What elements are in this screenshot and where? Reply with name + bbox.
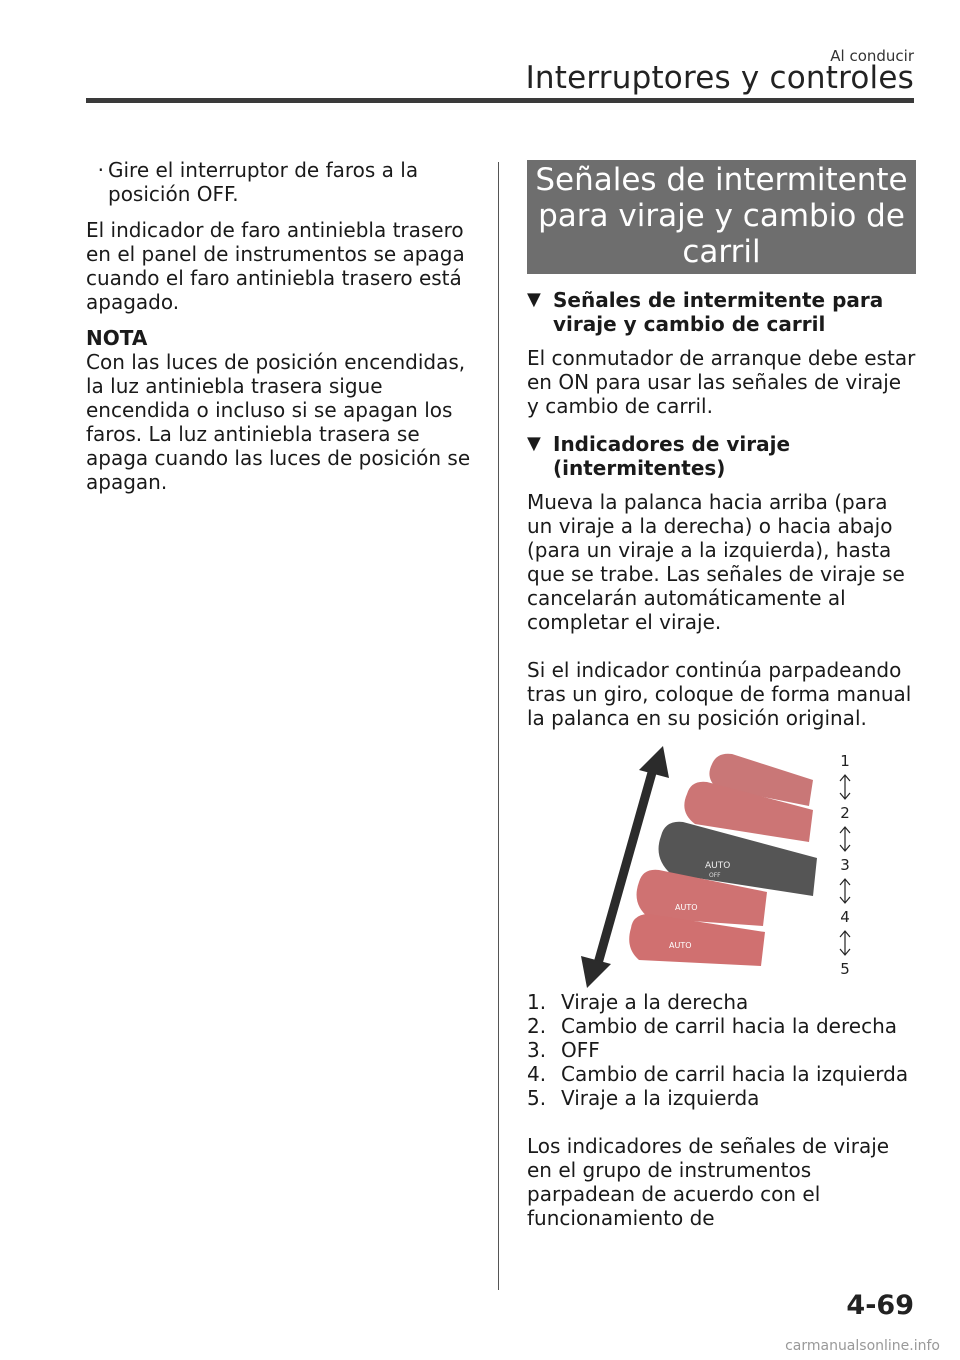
paragraph: El indicador de faro antiniebla trasero en el panel de instrumentos se apaga cuando el faro antiniebla trasero está apagado.	[86, 218, 465, 314]
list-item-text: Viraje a la derecha	[561, 990, 749, 1014]
triangle-icon: ▼	[527, 289, 541, 310]
list-item	[527, 1014, 917, 1038]
list-item-number: 4.	[527, 1062, 547, 1086]
left-column	[86, 158, 478, 494]
bullet-item	[86, 158, 478, 206]
header-title: Interruptores y controles	[525, 60, 914, 96]
position-label-2: 2	[840, 804, 850, 822]
list-item-number: 3.	[527, 1038, 547, 1062]
updown-arrow-icon	[840, 931, 850, 955]
subheading-2-text: Indicadores de viraje (intermitentes)	[553, 432, 791, 480]
position-list	[527, 990, 917, 1110]
list-item-text: Cambio de carril hacia la izquierda	[561, 1062, 909, 1086]
list-item	[527, 990, 917, 1014]
list-item-number: 1.	[527, 990, 547, 1014]
lever-auto-label: AUTO	[675, 903, 698, 912]
list-item-text: Viraje a la izquierda	[561, 1086, 760, 1110]
section-title: Señales de intermitente para viraje y cambio de carril	[527, 160, 916, 274]
triangle-icon: ▼	[527, 433, 541, 454]
updown-arrow-icon	[840, 879, 850, 903]
subheading-1	[527, 288, 917, 336]
header-section: Al conducir	[830, 47, 914, 65]
right-column	[527, 160, 917, 1230]
list-item-number: 5.	[527, 1086, 547, 1110]
list-item-number: 2.	[527, 1014, 547, 1038]
column-divider	[498, 162, 499, 1290]
list-item-text: Cambio de carril hacia la derecha	[561, 1014, 898, 1038]
note-label: NOTA	[86, 326, 148, 350]
lever-auto-label: AUTO	[705, 861, 731, 871]
position-label-3: 3	[840, 856, 850, 874]
position-label-1: 1	[840, 752, 850, 770]
footer-watermark: carmanualsonline.info	[785, 1338, 940, 1354]
lever-off-label: OFF	[709, 872, 721, 879]
body-3: Si el indicador continúa parpadeando tras un giro, coloque de forma manual la palanca en su posición original.	[527, 658, 912, 730]
bullet-text: Gire el interruptor de faros a la posición OFF.	[108, 158, 419, 206]
list-item	[527, 1062, 917, 1086]
position-label-5: 5	[840, 960, 850, 978]
updown-arrow-icon	[840, 827, 850, 851]
page-number: 4-69	[846, 1290, 914, 1321]
lever-auto-label: AUTO	[669, 941, 692, 950]
list-item-text: OFF	[561, 1038, 600, 1062]
turn-signal-figure	[527, 746, 917, 988]
subheading-2	[527, 432, 917, 480]
list-item	[527, 1038, 917, 1062]
body-4: Los indicadores de señales de viraje en el grupo de instrumentos parpadean de acuerdo con el funcionamiento de	[527, 1134, 890, 1230]
subheading-1-text: Señales de intermitente para viraje y cambio de carril	[553, 288, 884, 336]
body-2: Mueva la palanca hacia arriba (para un viraje a la derecha) o hacia abajo (para un viraje a la izquierda), hasta que se trabe. Las señales de viraje se cancelarán automáticamente al completar el viraje.	[527, 490, 905, 634]
list-item	[527, 1086, 917, 1110]
lever-illustration	[527, 746, 917, 988]
bullet-mark: ·	[97, 158, 104, 182]
position-label-4: 4	[840, 908, 850, 926]
note-text: Con las luces de posición encendidas, la luz antiniebla trasera sigue encendida o incluso si se apagan los faros. La luz antiniebla trasera se apaga cuando las luces de posición se apagan.	[86, 350, 471, 494]
header-rule	[86, 98, 914, 103]
updown-arrow-icon	[840, 775, 850, 799]
body-1: El conmutador de arranque debe estar en ON para usar las señales de viraje y cambio de carril.	[527, 346, 916, 418]
